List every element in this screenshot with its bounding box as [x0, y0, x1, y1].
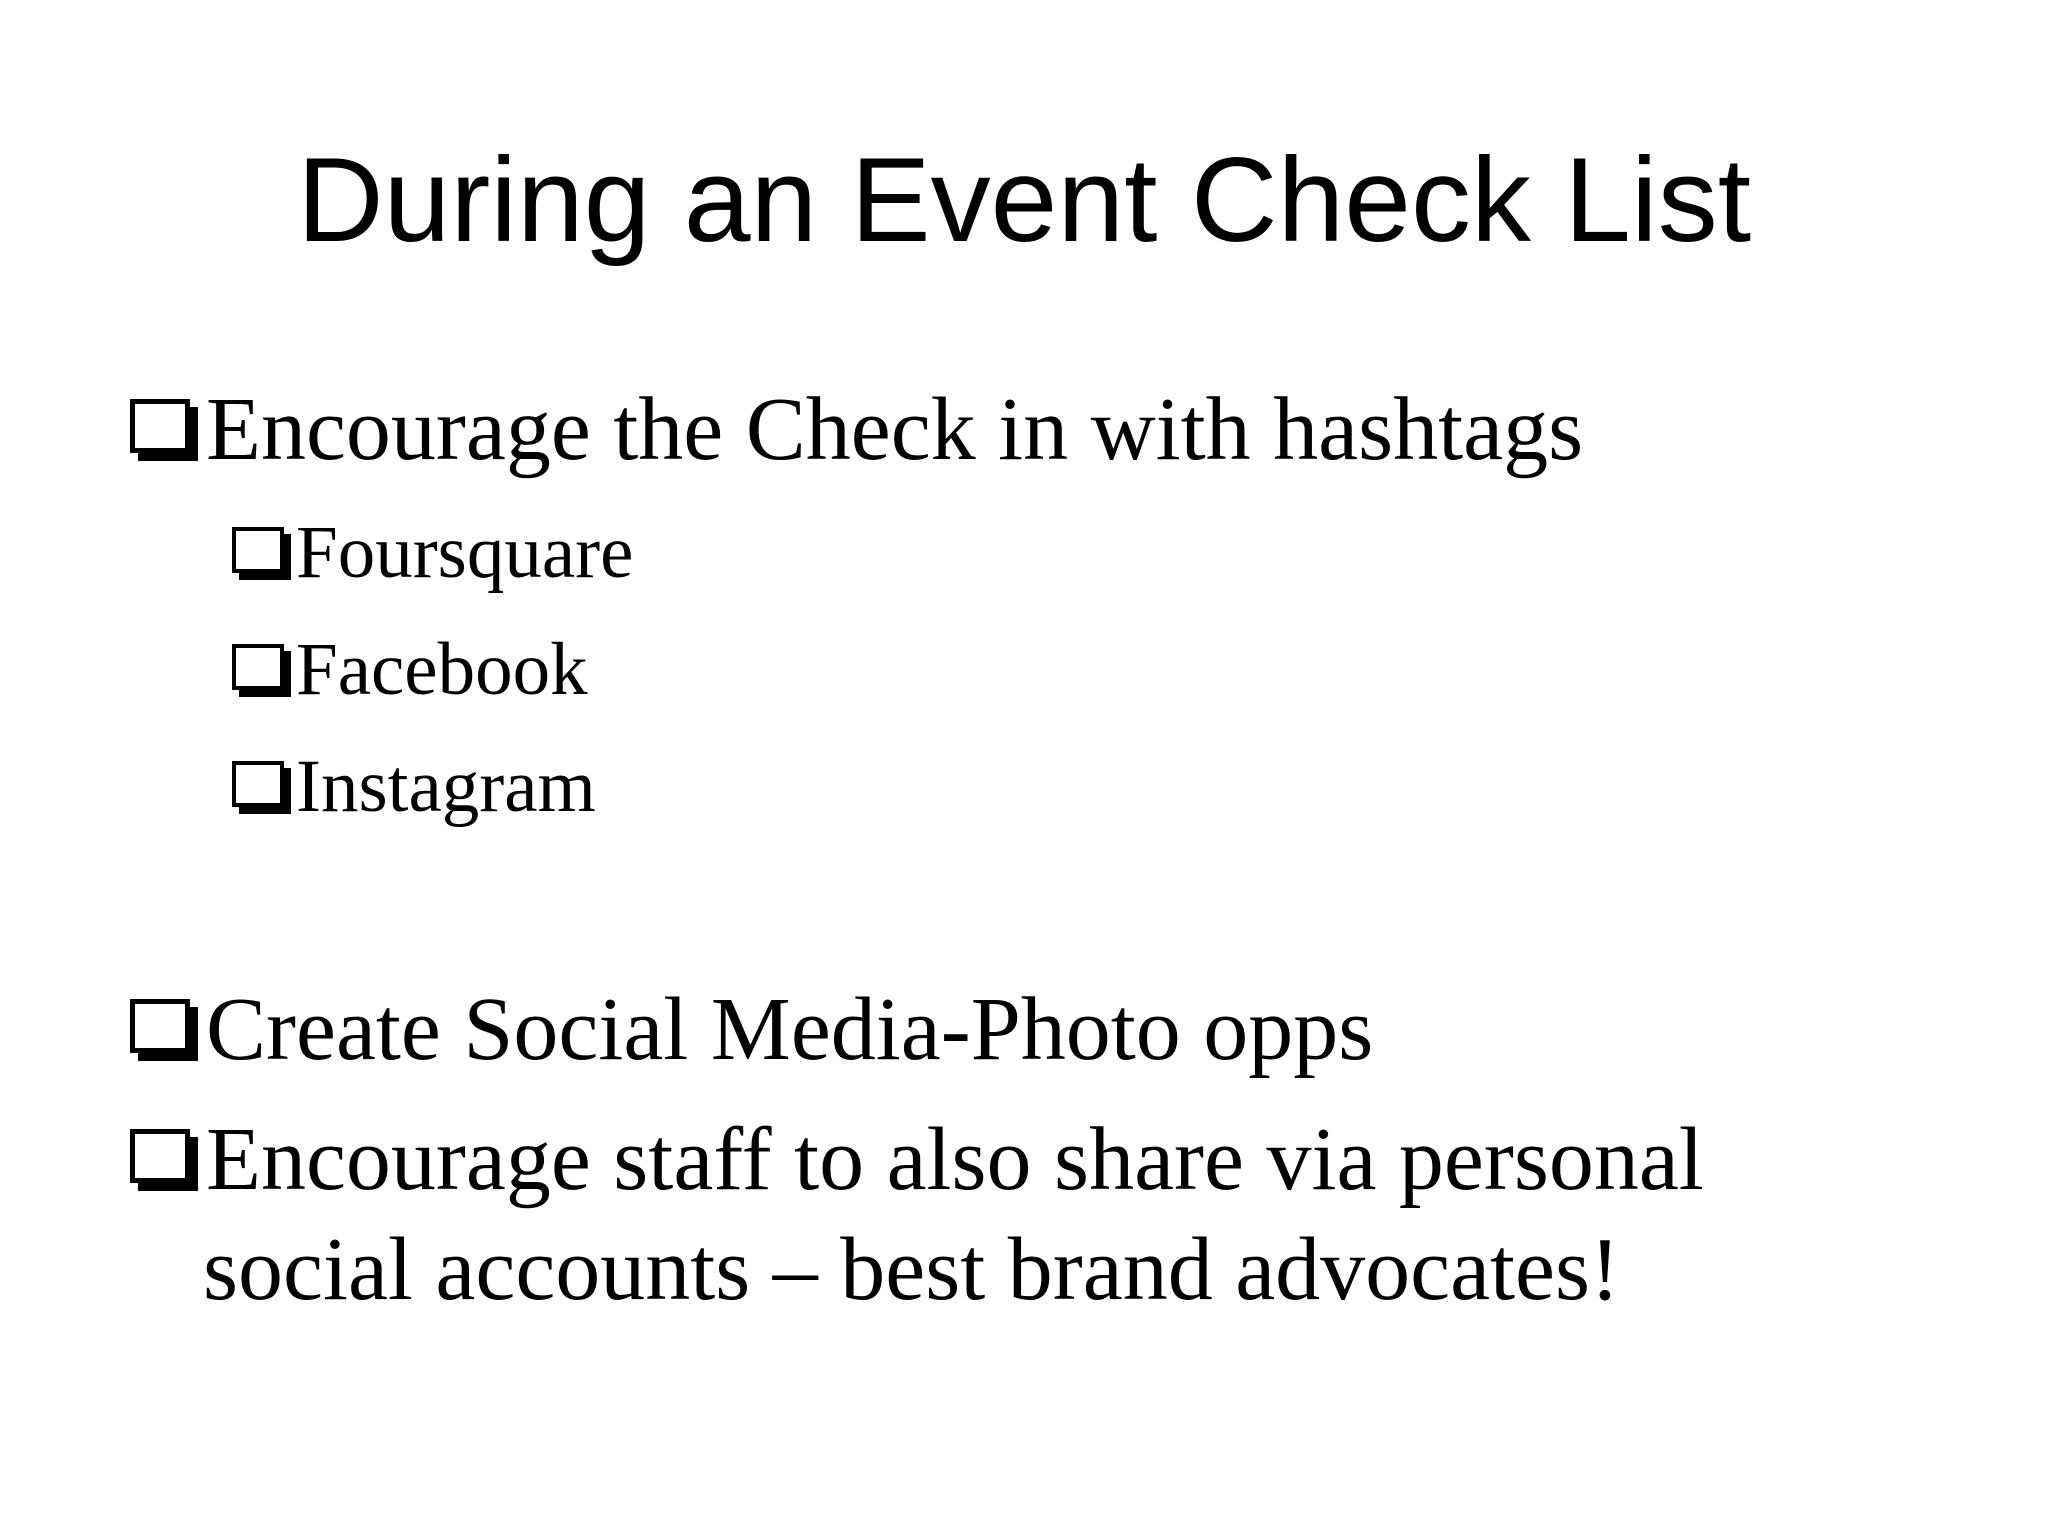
- checkbox-icon: [232, 644, 294, 694]
- bullet-text: Encourage staff to also share via personal: [206, 1110, 1704, 1209]
- sub-bullet-text: Instagram: [296, 745, 596, 828]
- bullet-item: [130, 975, 1373, 1085]
- bullet-text: Encourage the Check in with hashtags: [206, 380, 1584, 479]
- checkbox-icon: [130, 999, 202, 1059]
- checkbox-icon: [232, 527, 294, 577]
- bullet-text: Create Social Media-Photo opps: [206, 980, 1374, 1079]
- slide-title: During an Event Check List: [296, 133, 1752, 267]
- sub-bullet-item: [232, 508, 633, 598]
- bullet-continuation: social accounts – best brand advocates!: [203, 1220, 1620, 1319]
- bullet-item: [130, 375, 1583, 485]
- bullet-item: [130, 1105, 1704, 1215]
- sub-bullet-text: Facebook: [296, 628, 588, 711]
- sub-bullet-text: Foursquare: [296, 511, 634, 594]
- checkbox-icon: [232, 761, 294, 811]
- sub-bullet-item: [232, 625, 588, 715]
- checkbox-icon: [130, 1129, 202, 1189]
- sub-bullet-item: [232, 742, 596, 832]
- checkbox-icon: [130, 399, 202, 459]
